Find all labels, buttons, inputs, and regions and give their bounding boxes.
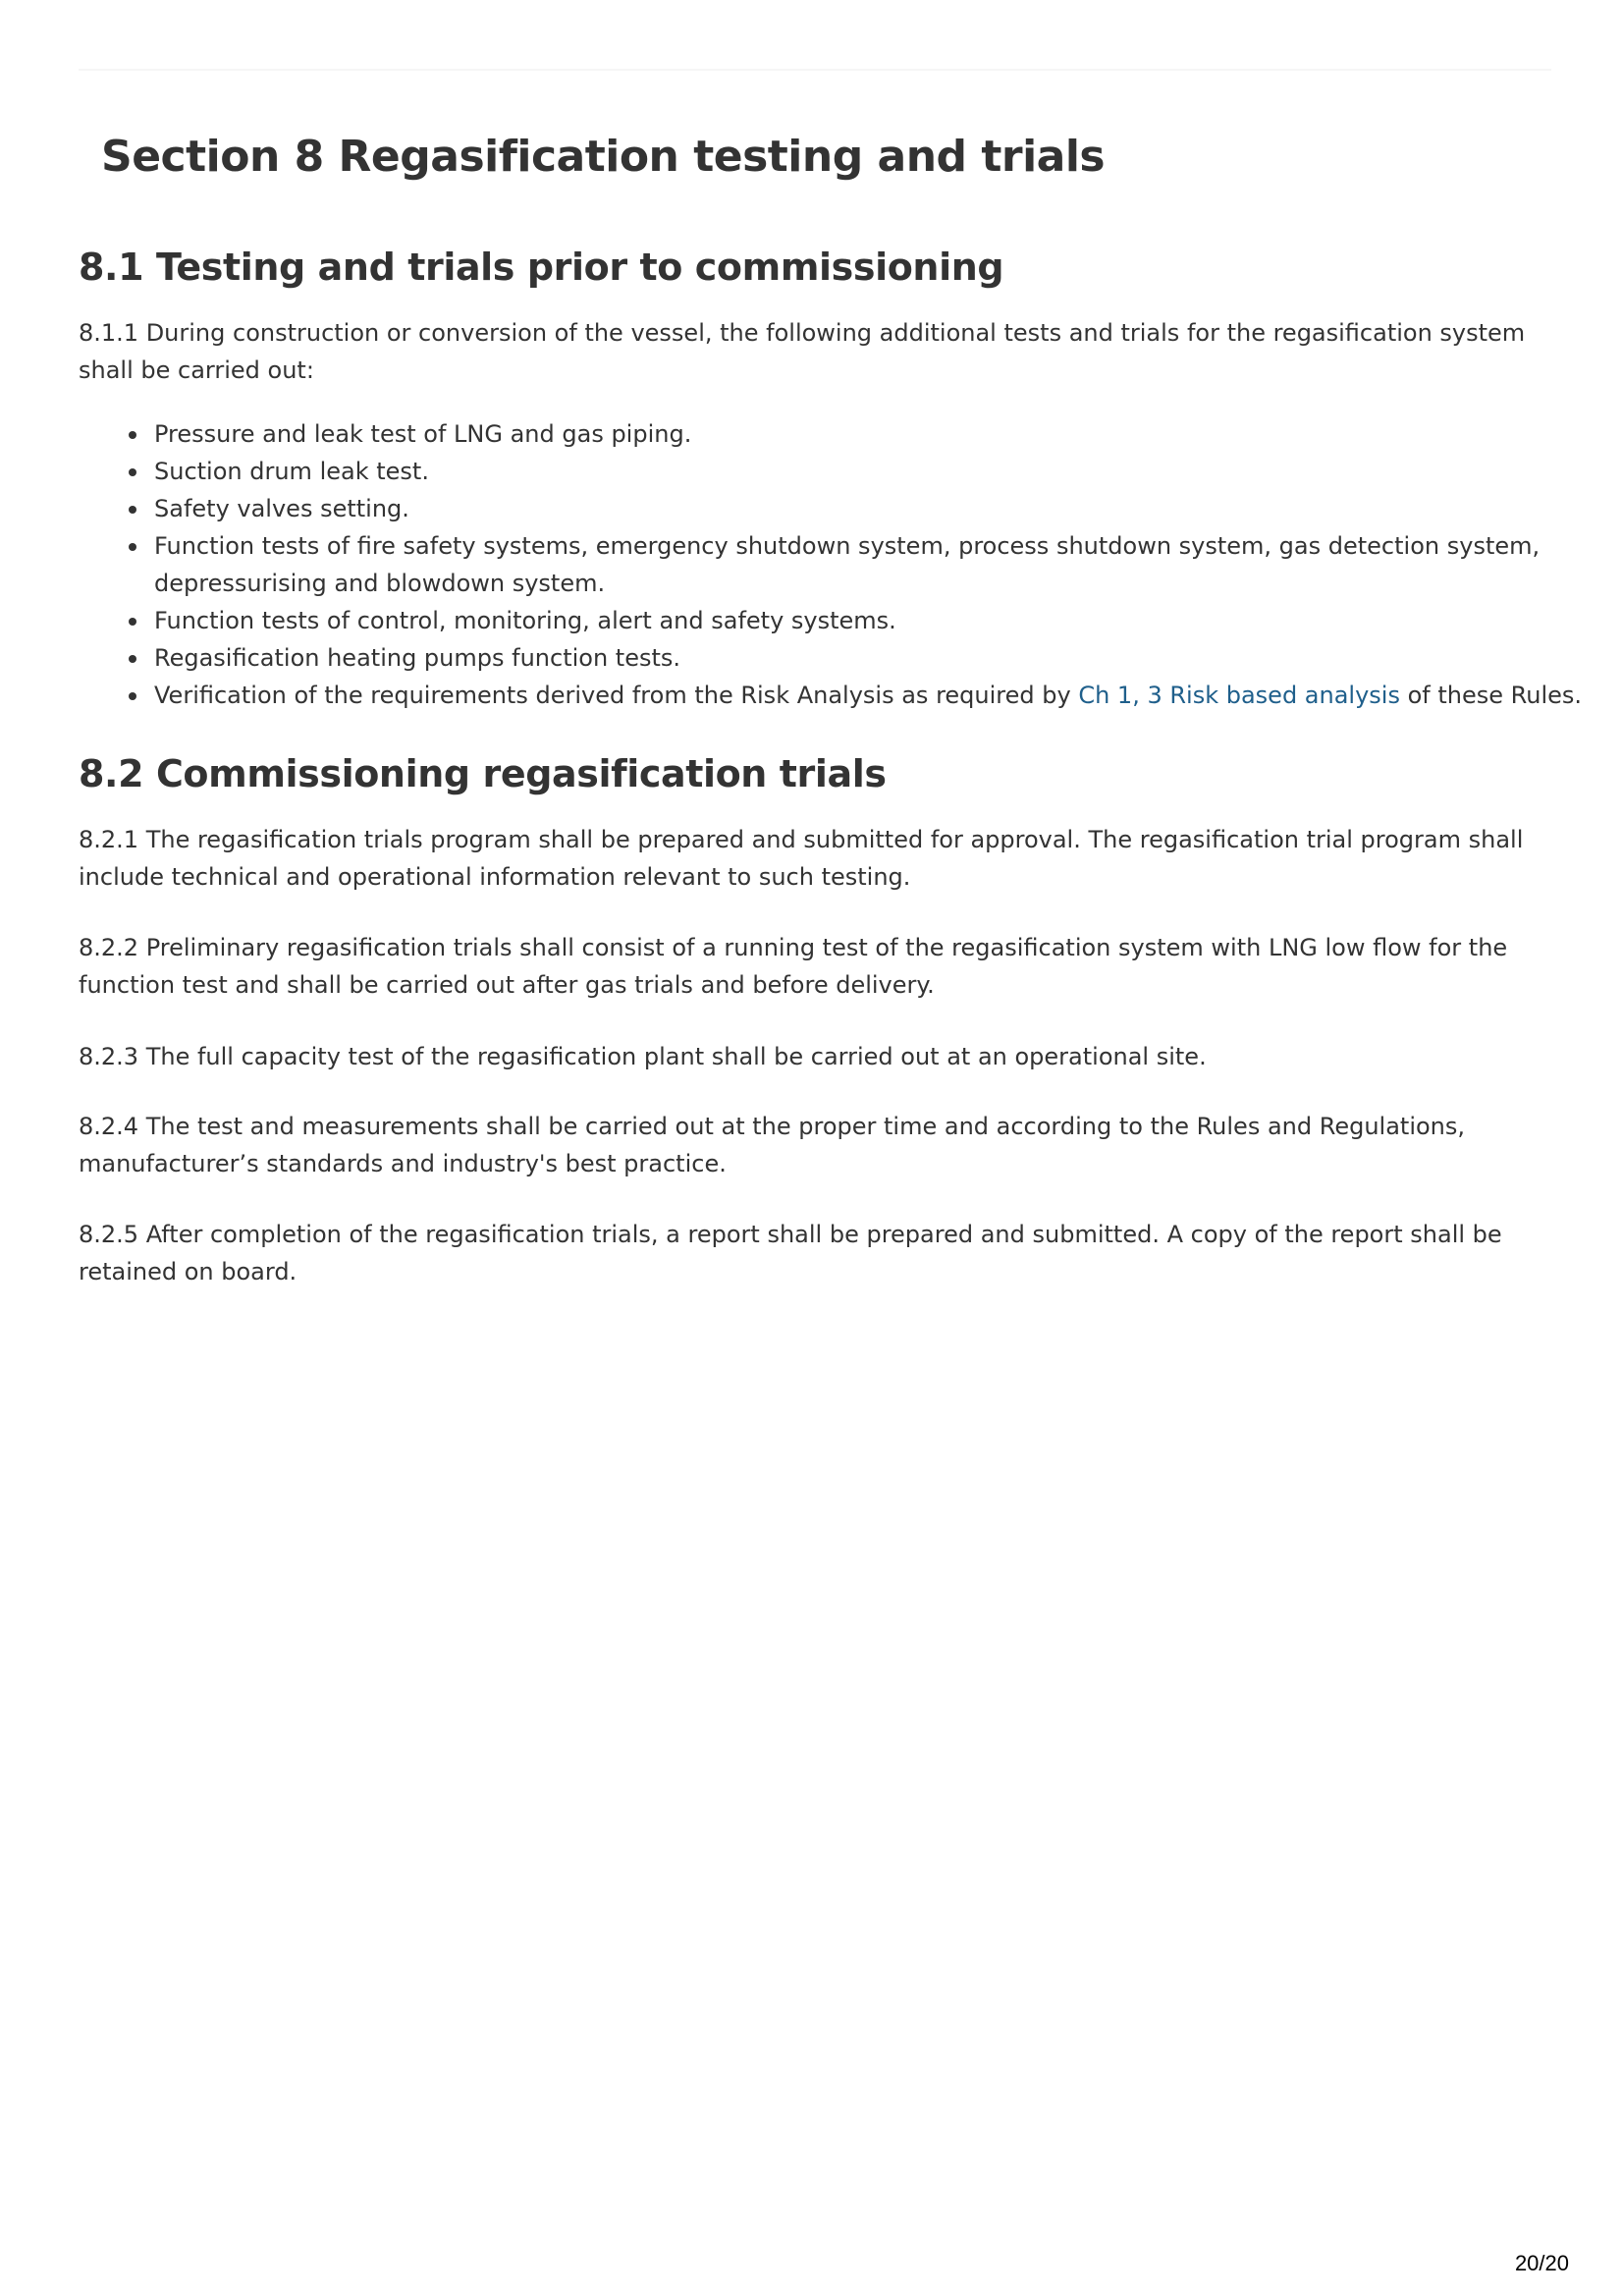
- bullet-icon: [129, 543, 136, 551]
- paragraph-8-1-1: 8.1.1 During construction or conversion of the vessel, the following additional tests and trials for the regasification system shall be carried out:: [79, 319, 1526, 384]
- list-item: [154, 490, 1622, 527]
- list-item: [154, 415, 1622, 453]
- list-item: [154, 527, 1622, 602]
- page-title: Section 8 Regasification testing and trials: [101, 132, 1106, 182]
- paragraph-8-2-3: 8.2.3 The full capacity test of the regasification plant shall be carried out at an operational site.: [79, 1043, 1207, 1070]
- header-divider: [79, 69, 1551, 71]
- bullet-icon: [129, 506, 136, 514]
- list-item-text: Pressure and leak test of LNG and gas piping.: [154, 420, 692, 448]
- test-list: [79, 415, 1622, 714]
- page-number: 20/20: [1514, 2251, 1569, 2275]
- section-8-2-heading: 8.2 Commissioning regasification trials: [79, 752, 887, 795]
- list-item: [154, 602, 1622, 639]
- bullet-icon: [129, 655, 136, 663]
- bullet-icon: [129, 692, 136, 700]
- paragraph-8-2-4: 8.2.4 The test and measurements shall be carried out at the proper time and according to the Rules and Regulations, manufacturer’s standards and industry's best practice.: [79, 1113, 1466, 1177]
- paragraph-8-2-1: 8.2.1 The regasification trials program shall be prepared and submitted for approval. The regasification trial program shall include technical and operational information relevant to such testing.: [79, 826, 1524, 891]
- bullet-icon: [129, 468, 136, 476]
- list-item-text-before-link: Verification of the requirements derived from the Risk Analysis as required by: [154, 682, 1079, 709]
- section-8-1-heading: 8.1 Testing and trials prior to commissioning: [79, 246, 1004, 289]
- list-item-text: Safety valves setting.: [154, 495, 409, 522]
- paragraph-8-2-5: 8.2.5 After completion of the regasification trials, a report shall be prepared and submitted. A copy of the report shall be retained on board.: [79, 1221, 1502, 1285]
- list-item-text: Suction drum leak test.: [154, 458, 429, 485]
- list-item-text: Function tests of fire safety systems, emergency shutdown system, process shutdown system, gas detection system, depressurising and blowdown system.: [154, 532, 1541, 597]
- paragraph-8-2-2: 8.2.2 Preliminary regasification trials shall consist of a running test of the regasification system with LNG low flow for the function test and shall be carried out after gas trials and before delivery.: [79, 934, 1508, 999]
- list-item-text-after-link: of these Rules.: [1399, 682, 1583, 709]
- list-item-text: Function tests of control, monitoring, alert and safety systems.: [154, 607, 896, 634]
- list-item: [154, 677, 1622, 714]
- list-item: [154, 453, 1622, 490]
- risk-analysis-link[interactable]: Ch 1, 3 Risk based analysis: [1078, 682, 1400, 709]
- bullet-icon: [129, 431, 136, 439]
- list-item-text: Regasification heating pumps function tests.: [154, 644, 681, 672]
- list-item: [154, 639, 1622, 677]
- bullet-icon: [129, 618, 136, 626]
